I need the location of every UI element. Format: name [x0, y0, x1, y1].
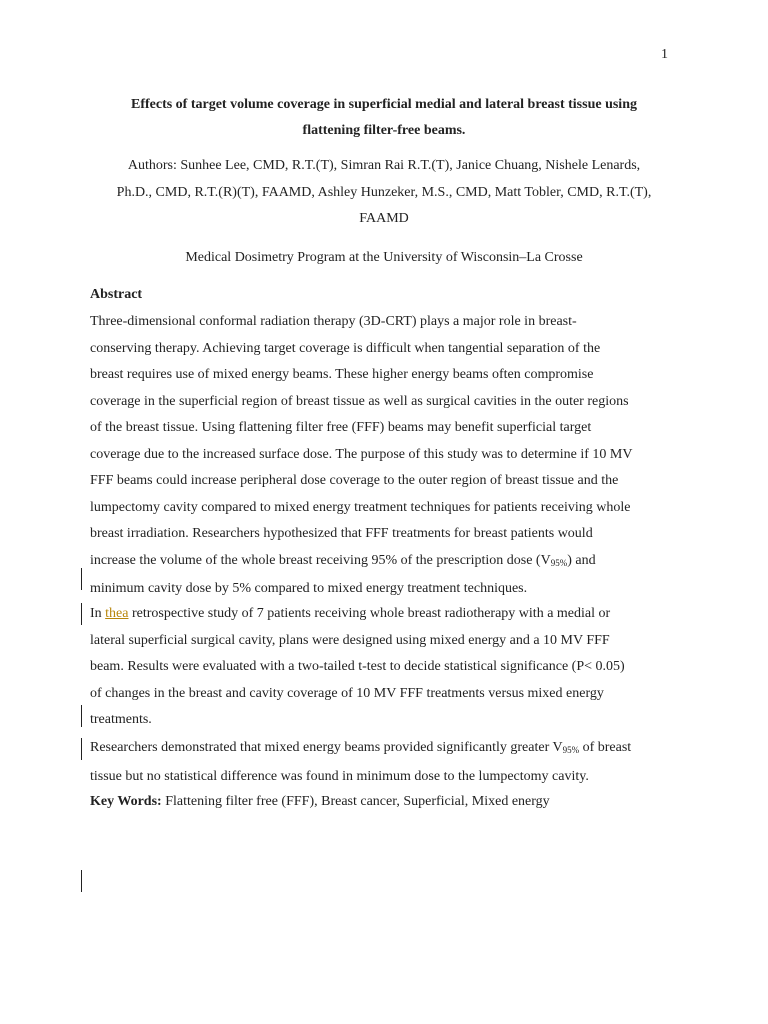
text-segment: ) and	[567, 552, 596, 568]
affiliation: Medical Dosimetry Program at the University of Wisconsin–La Crosse	[185, 250, 583, 265]
abstract-paragraph-2	[90, 601, 678, 734]
text-segment: retrospective study of 7 patients receiving whole breast radiotherapy with a medial or	[128, 606, 611, 621]
keywords-text: Flattening filter free (FFF), Breast cancer, Superficial, Mixed energy	[161, 794, 550, 809]
text-line: conserving therapy. Achieving target coverage is difficult when tangential separation of the	[90, 340, 601, 356]
text-line: beam. Results were evaluated with a two-tailed t-test to decide statistical significance (P< 0.05)	[90, 659, 625, 674]
text-line	[90, 548, 678, 577]
keywords-label: Key Words:	[90, 794, 162, 809]
text-line: of the breast tissue. Using flattening filter free (FFF) beams may benefit superficial target	[90, 420, 592, 435]
abstract-paragraph-3	[90, 735, 678, 790]
change-bar	[81, 738, 82, 760]
text-line: Three-dimensional conformal radiation therapy (3D-CRT) plays a major role in breast-	[90, 314, 577, 329]
text-segment: In	[90, 606, 106, 621]
text-line: tissue but no statistical difference was found in minimum dose to the lumpectomy cavity.	[90, 768, 589, 784]
change-bar	[81, 870, 82, 892]
text-line: FFF beams could increase peripheral dose coverage to the outer region of breast tissue and the	[90, 473, 619, 488]
text-segment: increase the volume of the whole breast receiving 95% of the prescription dose (V	[90, 552, 551, 568]
text-line: minimum cavity dose by 5% compared to mixed energy treatment techniques.	[90, 581, 528, 596]
text-line	[90, 601, 678, 628]
text-line	[90, 735, 678, 764]
text-line: treatments.	[90, 712, 152, 727]
subscript-95: 95%	[550, 557, 568, 568]
text-line: coverage in the superficial region of breast tissue as well as surgical cavities in the outer regions	[90, 393, 629, 409]
title-line: Effects of target volume coverage in superficial medial and lateral breast tissue using	[130, 97, 637, 112]
change-bar	[81, 568, 82, 590]
keywords-line	[90, 789, 678, 816]
text-line: breast irradiation. Researchers hypothesized that FFF treatments for breast patients would	[90, 526, 593, 541]
text-line: breast requires use of mixed energy beams. These higher energy beams often compromise	[90, 367, 594, 382]
text-segment: of breast	[579, 740, 632, 755]
text-line: lumpectomy cavity compared to mixed energy treatment techniques for patients receiving whole	[90, 499, 631, 515]
authors-line: Authors: Sunhee Lee, CMD, R.T.(T), Simran Rai R.T.(T), Janice Chuang, Nishele Lenards,	[127, 158, 641, 173]
authors-block	[90, 153, 678, 233]
change-bar	[81, 705, 82, 727]
authors-line: Ph.D., CMD, R.T.(R)(T), FAAMD, Ashley Hunzeker, M.S., CMD, Matt Tobler, CMD, R.T.(T),	[116, 184, 652, 200]
text-line: of changes in the breast and cavity coverage of 10 MV FFF treatments versus mixed energy	[90, 685, 604, 701]
text-line: coverage due to the increased surface dose. The purpose of this study was to determine if 10 MV	[90, 446, 633, 462]
abstract-paragraph-1	[90, 309, 678, 603]
subscript-95: 95%	[562, 745, 580, 755]
abstract-heading: Abstract	[90, 287, 143, 302]
text-line: lateral superficial surgical cavity, plans were designed using mixed energy and a 10 MV FFF	[90, 632, 610, 648]
paper-title	[90, 92, 678, 144]
tracked-change-insertion[interactable]: thea	[105, 606, 129, 621]
page-number: 1	[661, 47, 668, 62]
text-segment: Researchers demonstrated that mixed energy beams provided significantly greater V	[90, 740, 563, 755]
authors-line: FAAMD	[359, 211, 409, 226]
title-line: flattening filter-free beams.	[302, 123, 466, 138]
change-bar	[81, 603, 82, 625]
